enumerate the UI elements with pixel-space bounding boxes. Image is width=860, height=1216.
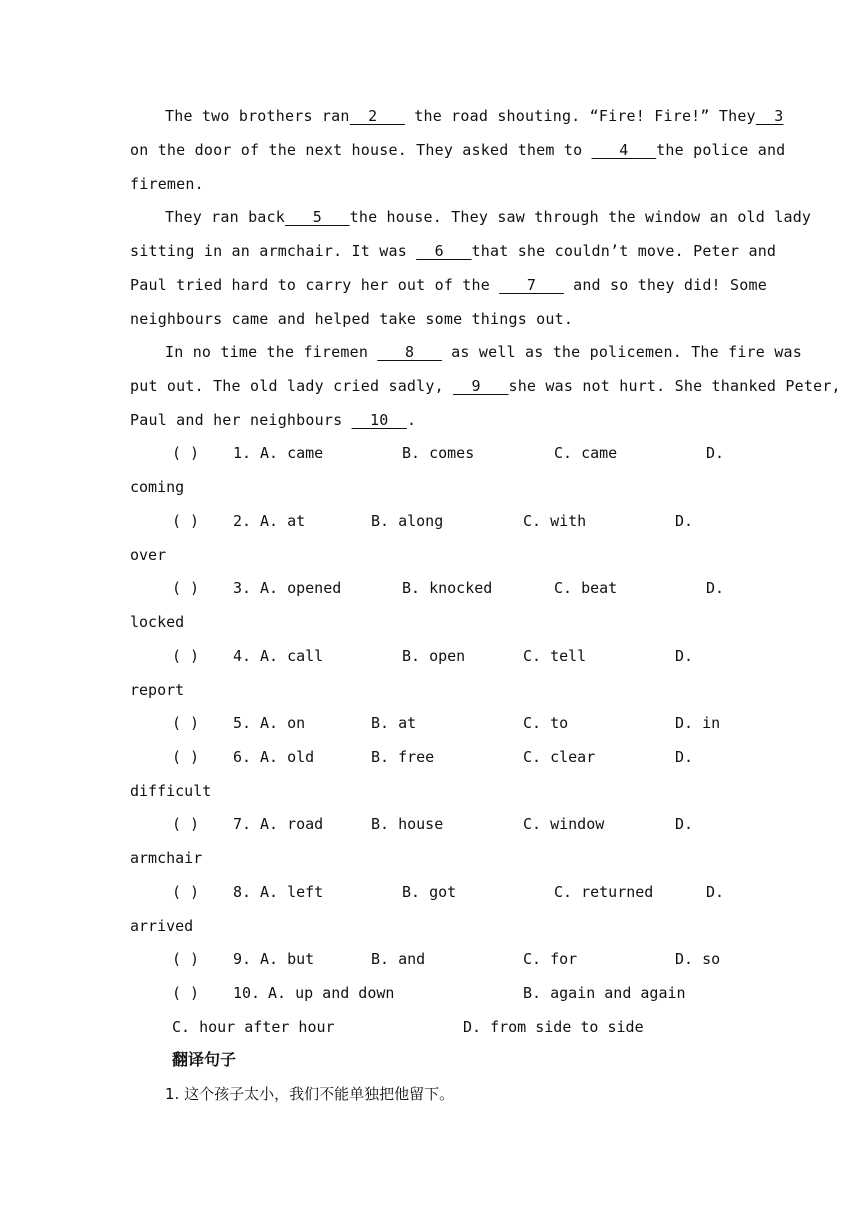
blank-4: 4 [591, 141, 657, 159]
answer-paren[interactable]: ( ) [172, 444, 200, 462]
blank-3: 3 [755, 107, 784, 125]
passage-text: the police and [656, 141, 786, 159]
option-d: D. [706, 444, 725, 462]
question-number: 2. [233, 512, 252, 530]
passage-line: firemen. [130, 175, 204, 193]
option-d: D. [675, 512, 694, 530]
passage-line: neighbours came and helped take some things out. [130, 310, 574, 328]
passage-line [130, 403, 734, 437]
option-a: A. on [260, 714, 306, 732]
passage-line [130, 369, 841, 403]
option-d-word: armchair [130, 849, 203, 867]
passage-text: They ran back [165, 208, 285, 226]
option-d-word: locked [130, 613, 185, 631]
option-a: A. but [260, 950, 315, 968]
passage-text: that she couldn’t move. Peter and [471, 242, 777, 260]
answer-paren[interactable]: ( ) [172, 647, 200, 665]
option-c: C. for [523, 950, 578, 968]
answer-paren[interactable]: ( ) [172, 714, 200, 732]
option-b: B. and [371, 950, 426, 968]
option-b: B. again and again [523, 984, 686, 1002]
question-number: 10. [233, 984, 261, 1002]
blank-2: 2 [349, 107, 406, 125]
blank-8: 8 [377, 343, 442, 361]
option-a: A. opened [260, 579, 342, 597]
answer-paren[interactable]: ( ) [172, 815, 200, 833]
option-b: B. house [371, 815, 444, 833]
option-c: C. returned [554, 883, 654, 901]
blank-7: 7 [499, 276, 564, 294]
option-c: C. came [554, 444, 618, 462]
option-d: D. [675, 748, 694, 766]
option-a: A. at [260, 512, 306, 530]
question-number: 6. [233, 748, 252, 766]
answer-paren[interactable]: ( ) [172, 748, 200, 766]
passage-text: the house. They saw through the window an old lady [349, 208, 812, 226]
passage-text: Paul and her neighbours [130, 411, 352, 429]
passage-text: put out. The old lady cried sadly, [130, 377, 454, 395]
option-d: D. from side to side [463, 1018, 644, 1036]
option-c: C. with [523, 512, 587, 530]
passage-line [130, 268, 767, 302]
option-d: D. [675, 815, 694, 833]
option-b: B. open [402, 647, 466, 665]
option-d-word: over [130, 546, 167, 564]
passage-line [165, 200, 812, 234]
option-c: C. tell [523, 647, 587, 665]
passage-line [165, 99, 784, 133]
blank-5: 5 [285, 208, 350, 226]
passage-text: on the door of the next house. They asked them to [130, 141, 592, 159]
answer-paren[interactable]: ( ) [172, 883, 200, 901]
option-b: B. along [371, 512, 444, 530]
section-heading: 翻译句子 [172, 1050, 237, 1069]
blank-9: 9 [453, 377, 509, 395]
option-c: C. beat [554, 579, 618, 597]
translation-item-1: 1. 这个孩子太小，我们不能单独把他留下。 [165, 1085, 455, 1103]
option-a: A. old [260, 748, 315, 766]
option-b: B. knocked [402, 579, 493, 597]
option-a: A. call [260, 647, 324, 665]
option-d: D. [706, 579, 725, 597]
question-number: 8. [233, 883, 252, 901]
option-c: C. window [523, 815, 605, 833]
question-number: 9. [233, 950, 252, 968]
option-d: D. [706, 883, 725, 901]
option-a: A. up and down [268, 984, 395, 1002]
option-d: D. so [675, 950, 721, 968]
question-number: 3. [233, 579, 252, 597]
option-c: C. to [523, 714, 569, 732]
blank-10: 10 [351, 411, 407, 429]
option-d-word: report [130, 681, 185, 699]
question-number: 4. [233, 647, 252, 665]
blank-6: 6 [416, 242, 472, 260]
answer-paren[interactable]: ( ) [172, 512, 200, 530]
answer-paren[interactable]: ( ) [172, 984, 200, 1002]
passage-line [165, 335, 802, 369]
question-number: 1. [233, 444, 252, 462]
option-d-word: difficult [130, 782, 212, 800]
answer-paren[interactable]: ( ) [172, 579, 200, 597]
option-d-word: coming [130, 478, 185, 496]
option-d-word: arrived [130, 917, 194, 935]
option-d: D. in [675, 714, 721, 732]
option-a: A. road [260, 815, 324, 833]
passage-text: as well as the policemen. The fire was [441, 343, 802, 361]
option-a: A. came [260, 444, 324, 462]
passage-text: The two brothers ran [165, 107, 350, 125]
option-b: B. free [371, 748, 435, 766]
passage-text: Paul tried hard to carry her out of the [130, 276, 500, 294]
option-b: B. got [402, 883, 457, 901]
option-a: A. left [260, 883, 324, 901]
option-b: B. comes [402, 444, 475, 462]
passage-text: . [406, 411, 417, 429]
passage-text: and so they did! Some [563, 276, 767, 294]
option-b: B. at [371, 714, 417, 732]
option-d: D. [675, 647, 694, 665]
passage-line [130, 234, 777, 268]
passage-line [130, 133, 786, 167]
option-c: C. hour after hour [172, 1018, 335, 1036]
option-c: C. clear [523, 748, 596, 766]
passage-text: sitting in an armchair. It was [130, 242, 417, 260]
question-number: 7. [233, 815, 252, 833]
passage-text: she was not hurt. She thanked Peter, [508, 377, 841, 395]
passage-text: the road shouting. “Fire! Fire!” They [405, 107, 756, 125]
answer-paren[interactable]: ( ) [172, 950, 200, 968]
passage-text: In no time the firemen [165, 343, 378, 361]
question-number: 5. [233, 714, 252, 732]
